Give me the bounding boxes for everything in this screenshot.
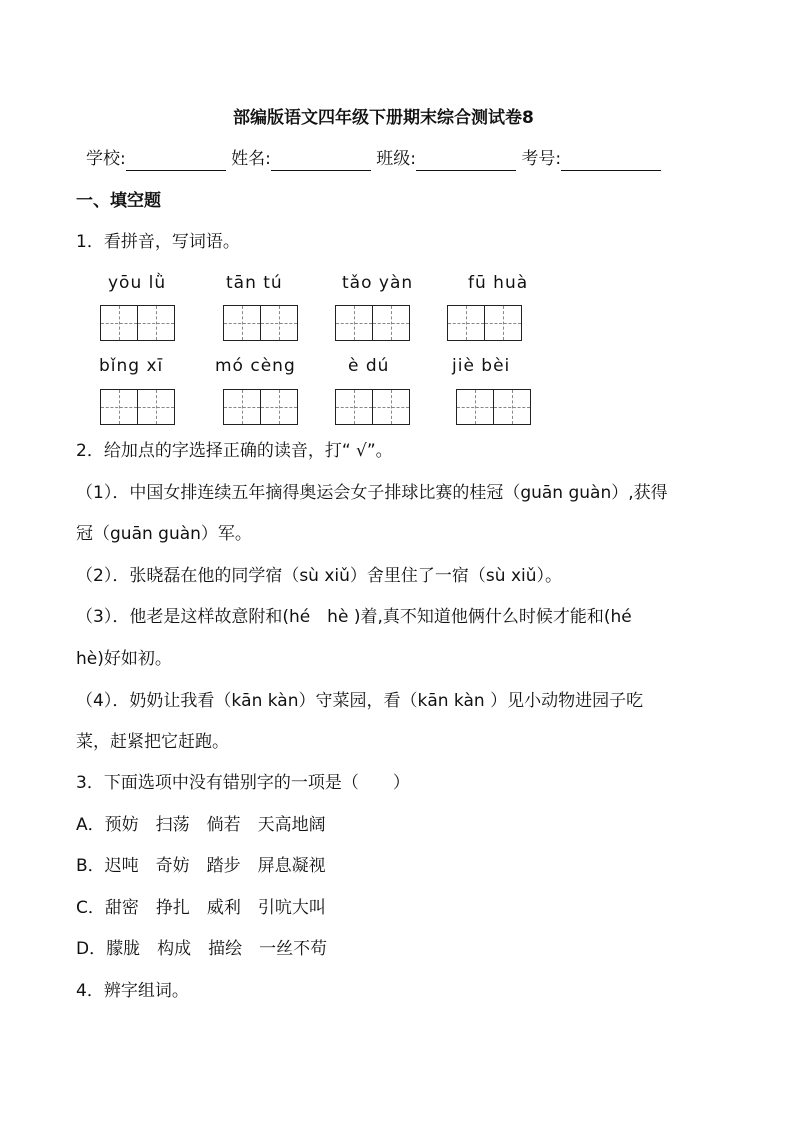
writing-grid[interactable] (335, 305, 410, 341)
writing-grid[interactable] (223, 389, 298, 425)
writing-grid[interactable] (223, 305, 298, 341)
option-c[interactable]: C．甜密 挣扎 威利 引吭大叫 (76, 898, 326, 918)
q2-item-1-cont: 冠（guān guàn）军。 (76, 524, 252, 544)
section-heading: 一、填空题 (76, 191, 161, 211)
pinyin-label: tān tú (226, 273, 283, 293)
q2-item-3: （3）．他老是这样故意附和(hé hè )着,真不知道他俩什么时候才能和(hé (76, 607, 632, 627)
option-a[interactable]: A．预妨 扫荡 倘若 天高地阔 (76, 815, 326, 835)
question-2: 2．给加点的字选择正确的读音，打“ √”。 (76, 441, 393, 461)
writing-grid[interactable] (447, 305, 522, 341)
class-label: 班级: (376, 149, 417, 169)
writing-grid[interactable] (335, 389, 410, 425)
pinyin-label: yōu lǜ (108, 273, 167, 293)
q2-item-1: （1）．中国女排连续五年摘得奥运会女子排球比赛的桂冠（guān guàn）,获得 (76, 483, 668, 503)
writing-grid[interactable] (100, 389, 175, 425)
exam-no-blank[interactable] (561, 152, 661, 171)
question-1: 1．看拼音，写词语。 (76, 232, 240, 252)
option-b[interactable]: B．迟吨 奇妨 踏步 屏息凝视 (76, 856, 326, 876)
pinyin-label: bǐng xī (99, 356, 164, 376)
class-blank[interactable] (416, 152, 516, 171)
writing-grid[interactable] (100, 305, 175, 341)
pinyin-label: fū huà (468, 273, 529, 293)
pinyin-label: tǎo yàn (342, 273, 414, 293)
q2-item-4-cont: 菜，赶紧把它赶跑。 (76, 732, 229, 752)
pinyin-label: è dú (348, 356, 390, 376)
q2-item-4: （4）．奶奶让我看（kān kàn）守菜园，看（kān kàn ）见小动物进园子吃 (76, 691, 644, 711)
q2-item-2: （2）．张晓磊在他的同学宿（sù xiǔ）舍里住了一宿（sù xiǔ）。 (76, 566, 563, 586)
pinyin-label: mó cèng (215, 356, 296, 376)
question-3: 3．下面选项中没有错别字的一项是（ ） (76, 773, 410, 793)
page-title: 部编版语文四年级下册期末综合测试卷8 (233, 108, 534, 128)
pinyin-label: jiè bèi (452, 356, 511, 376)
school-label: 学校: (86, 149, 126, 169)
info-line (86, 147, 661, 171)
question-4: 4．辨字组词。 (76, 981, 189, 1001)
name-blank[interactable] (271, 152, 371, 171)
q2-item-3-cont: hè)好如初。 (76, 649, 172, 669)
option-d[interactable]: D．朦胧 构成 描绘 一丝不苟 (76, 939, 328, 959)
school-blank[interactable] (126, 152, 226, 171)
writing-grid[interactable] (456, 389, 531, 425)
name-label: 姓名: (231, 149, 271, 169)
exam-no-label: 考号: (521, 149, 562, 169)
